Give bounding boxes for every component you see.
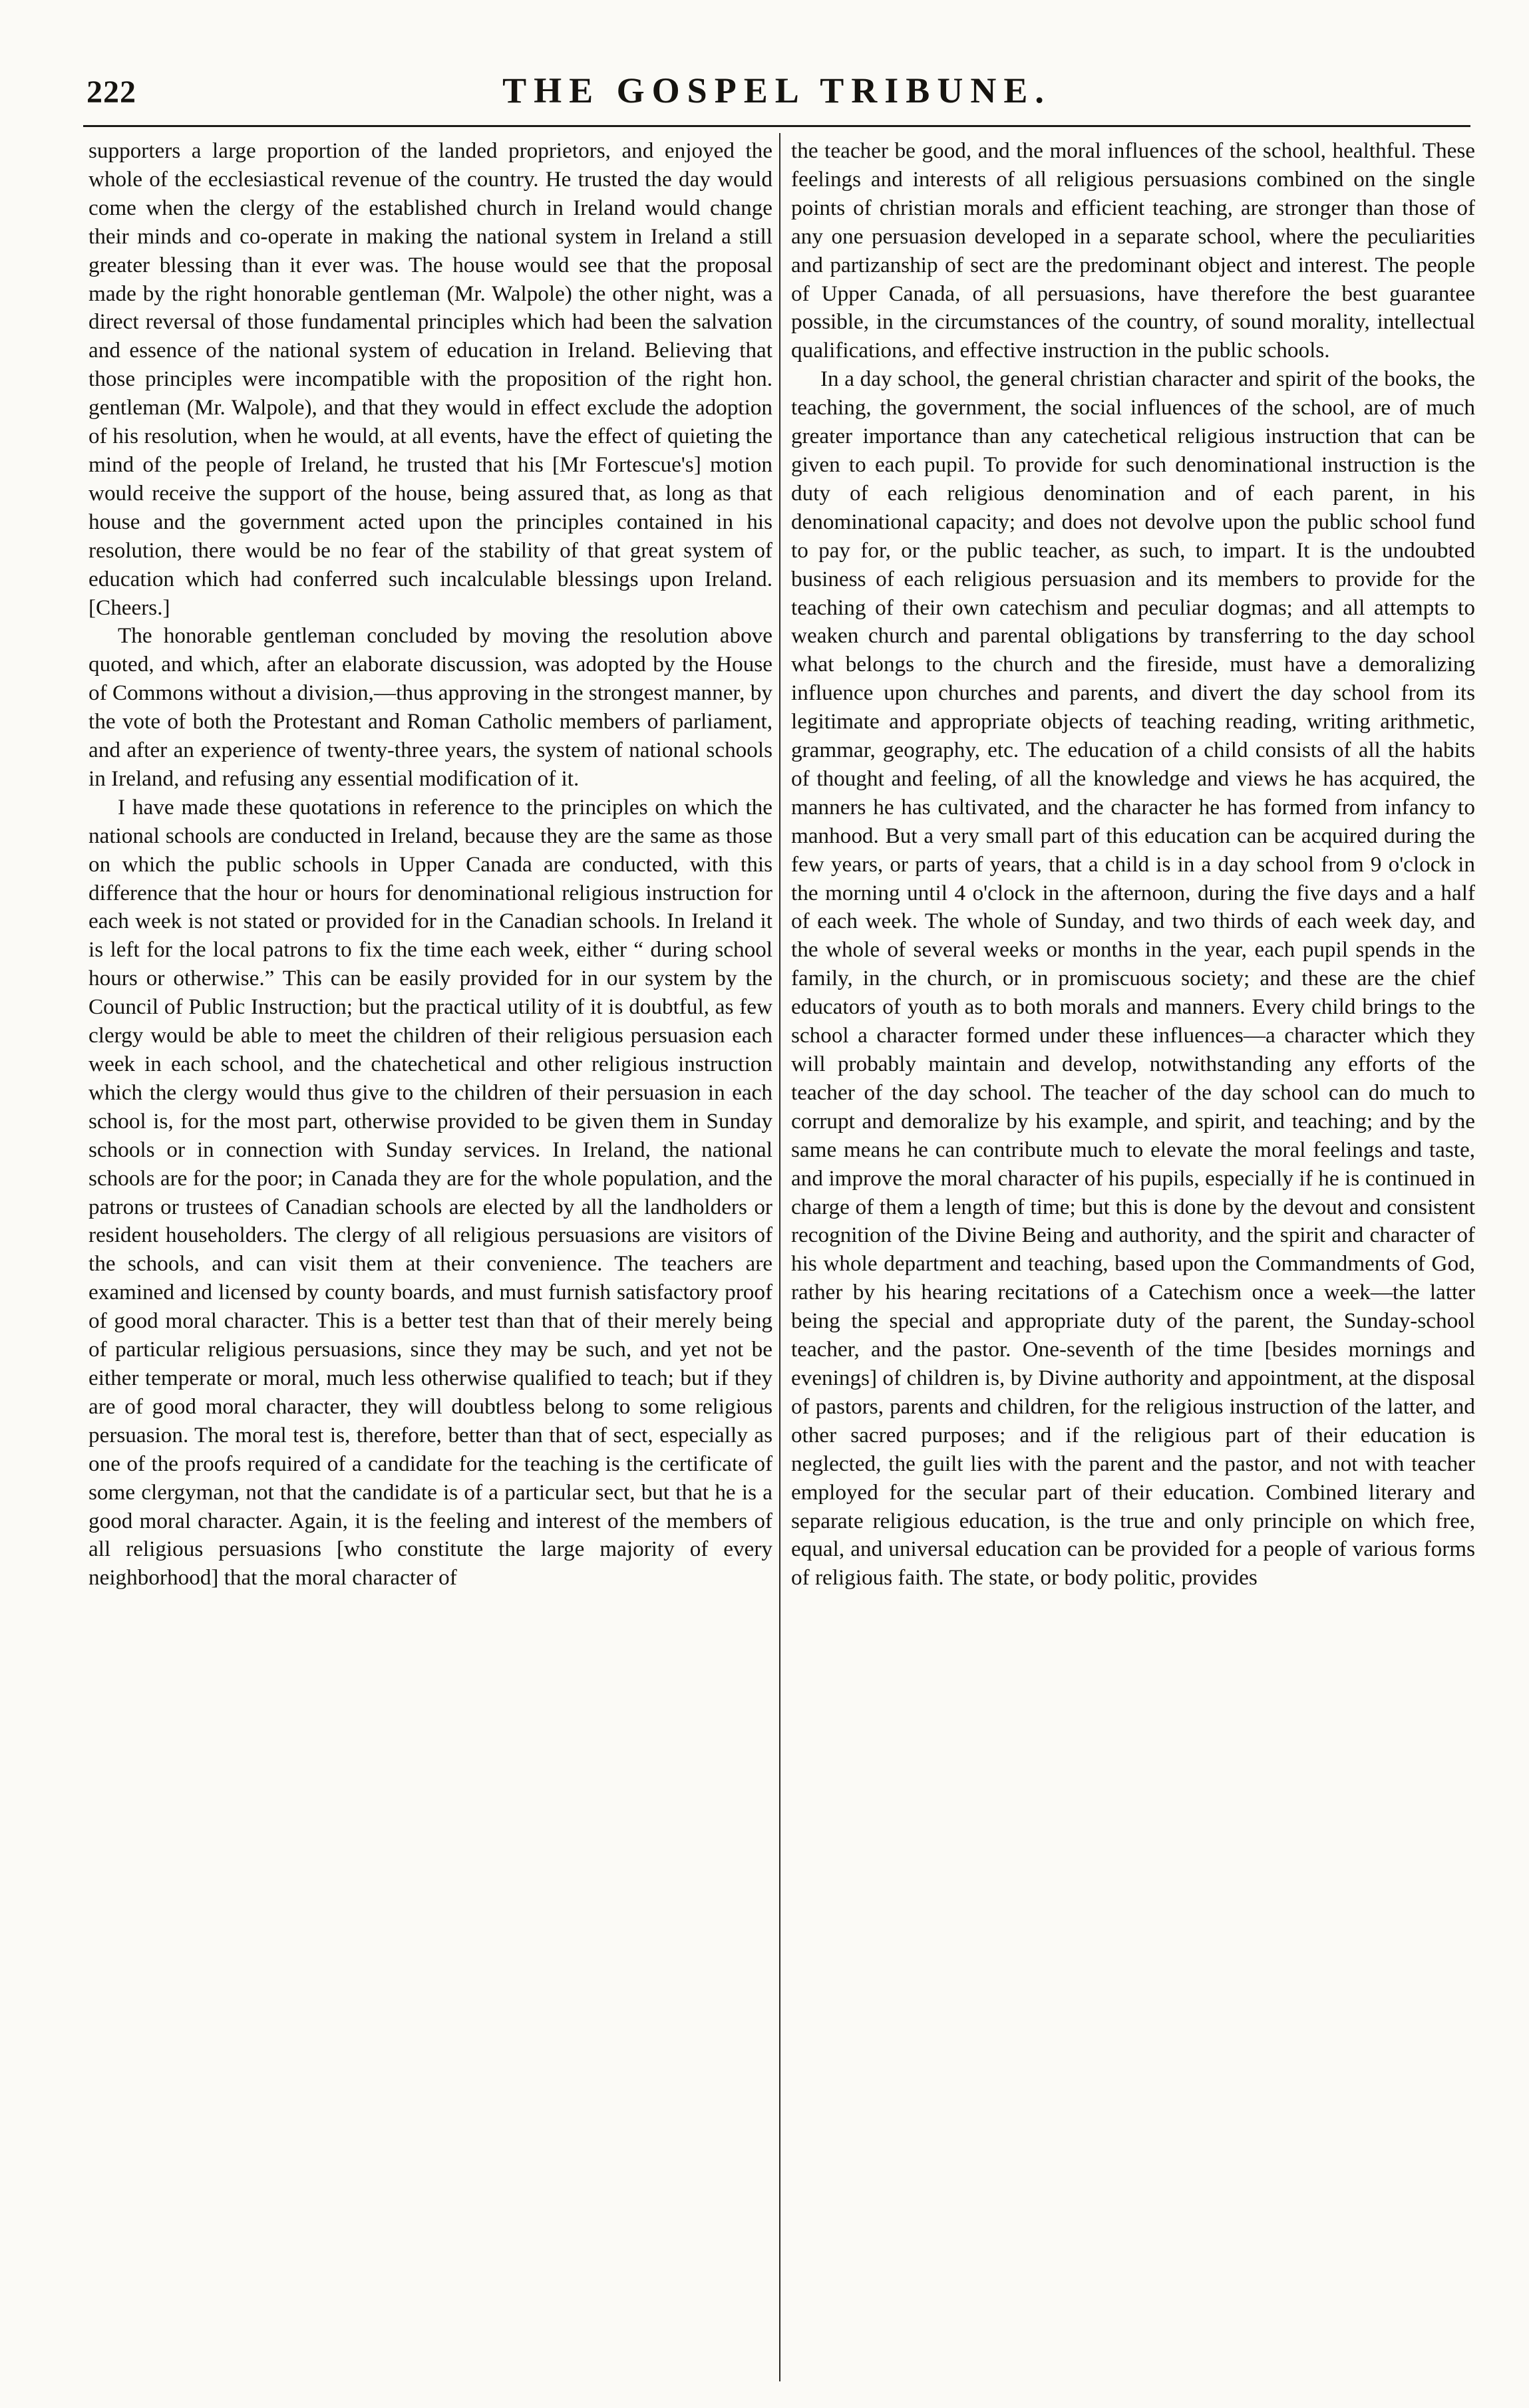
page-number: 222 xyxy=(86,75,136,110)
page-header xyxy=(86,70,1467,118)
header-rule xyxy=(83,125,1470,127)
column-divider xyxy=(779,133,780,2381)
right-column xyxy=(791,137,1475,2379)
paragraph: I have made these quotations in reference to the principles on which the national schools are conducted in Ireland, because they are the same as those on which the public schools in Upper Canada are conducted, with this difference that the hour or hours for denominational religious instruction for each week is not stated or provided for in the Canadian schools. In Ireland it is left for the local patrons to fix the time each week, either “ during school hours or otherwise.” This can be easily provided for in our system by the Council of Public Instruction; but the practical utility of it is doubtful, as few clergy would be able to meet the children of their religious persuasion each week in each school, and the chatechetical and other religious instruction which the clergy would thus give to the children of their persuasion in each school is, for the most part, otherwise provided to be given them in Sunday schools or in connection with Sunday services. In Ireland, the national schools are for the poor; in Canada they are for the whole population, and the patrons or trustees of Canadian schools are elected by all the landholders or resident householders. The clergy of all religious persuasions are visitors of the schools, and can visit them at their convenience. The teachers are examined and licensed by county boards, and must furnish satisfactory proof of good moral character. This is a better test than that of their merely being of particular religious persuasions, since they may be such, and yet not be either temperate or moral, much less otherwise qualified to teach; but if they are of good moral character, they will doubtless belong to some religious persuasion. The moral test is, therefore, better than that of sect, especially as one of the proofs required of a candidate for the teaching is the certificate of some clergyman, not that the candidate is of a particular sect, but that he is a good moral character. Again, it is the feeling and interest of the members of all religious persuasions [who constitute the large majority of every neighborhood] that the moral character of xyxy=(88,794,772,1590)
paragraph: the teacher be good, and the moral influences of the school, healthful. These feelings and interests of all religious persuasions combined on the single points of christian morals and efficient teaching, are stronger than those of any one persuasion developed in a separate school, where the peculiarities and partizanship of sect are the predominant object and interest. The people of Upper Canada, of all persuasions, have therefore the best guarantee possible, in the circumstances of the country, of sound morality, intellectual qualifications, and effective instruction in the public schools. xyxy=(791,138,1475,363)
left-column xyxy=(88,137,772,2379)
paragraph: In a day school, the general christian character and spirit of the books, the teaching, the government, the social influences of the school, are of much greater importance than any catechetical religious instruction that can be given to each pupil. To provide for such denominational instruction is the duty of each religious denomination and of each parent, in his denominational capacity; and does not devolve upon the public school fund to pay for, or the public teacher, as such, to impart. It is the undoubted business of each religious persuasion and its members to provide for the teaching of their own catechism and peculiar dogmas; and all attempts to weaken church and parental obligations by transferring to the day school what belongs to the church and the fireside, must have a demoralizing influence upon churches and parents, and divert the day school from its legitimate and appropriate objects of teaching reading, writing arithmetic, grammar, geography, etc. The education of a child consists of all the habits of thought and feeling, of all the knowledge and views he has acquired, the manners he has cultivated, and the character he has formed from infancy to manhood. But a very small part of this education can be acquired during the few years, or parts of years, that a child is in a day school from 9 o'clock in the morning until 4 o'clock in the afternoon, during the five days and a half of each week. The whole of Sunday, and two thirds of each week day, and the whole of several weeks or months in the year, each pupil spends in the family, in the church, or in promiscuous society; and these are the chief educators of youth as to both morals and manners. Every child brings to the school a character formed under these influences—a character which they will probably maintain and develop, notwithstanding any efforts of the teacher of the day school. The teacher of the day school can do much to corrupt and demoralize by his example, and spirit, and teaching; and by the same means he can contribute much to elevate the moral feelings and taste, and improve the moral character of his pupils, especially if he is continued in charge of them a length of time; but this is done by the devout and consistent recognition of the Divine Being and authority, and the spirit and character of his whole department and teaching, based upon the Commandments of God, rather by his hearing recitations of a Catechism once a week—the latter being the special and appropriate duty of the parent, the Sunday-school teacher, and the pastor. One-seventh of the time [besides mornings and evenings] of children is, by Divine authority and appointment, at the disposal of pastors, parents and children, for the religious instruction of the latter, and other sacred purposes; and if the religious part of their education is neglected, the guilt lies with the parent and the pastor, and not with teacher employed for the secular part of their education. Combined literary and separate religious education, is the true and only principle on which free, equal, and universal education can be provided for a people of various forms of religious faith. The state, or body politic, provides xyxy=(791,367,1475,1590)
paragraph: The honorable gentleman concluded by moving the resolution above quoted, and which, after an elaborate discussion, was adopted by the House of Commons without a division,—thus approving in the strongest manner, by the vote of both the Protestant and Roman Catholic members of parliament, and after an experience of twenty-three years, the system of national schools in Ireland, and refusing any essential modification of it. xyxy=(88,623,772,791)
running-title: THE GOSPEL TRIBUNE. xyxy=(502,71,1051,110)
paragraph: supporters a large proportion of the landed proprietors, and enjoyed the whole of the ecclesiastical revenue of the country. He trusted the day would come when the clergy of the established church in Ireland would change their minds and co-operate in making the national system in Ireland a still greater blessing than it ever was. The house would see that the proposal made by the right honorable gentleman (Mr. Walpole) the other night, was a direct reversal of those fundamental principles which had been the salvation and essence of the national system of education in Ireland. Believing that those principles were incompatible with the proposition of the right hon. gentleman (Mr. Walpole), and that they would in effect exclude the adoption of his resolution, when he would, at all events, have the effect of quieting the mind of the people of Ireland, he trusted that his [Mr Fortescue's] motion would receive the support of the house, being assured that, as long as that house and the government acted upon the principles contained in his resolution, there would be no fear of the stability of that great system of education which had conferred such incalculable blessings upon Ireland. [Cheers.] xyxy=(88,138,772,620)
